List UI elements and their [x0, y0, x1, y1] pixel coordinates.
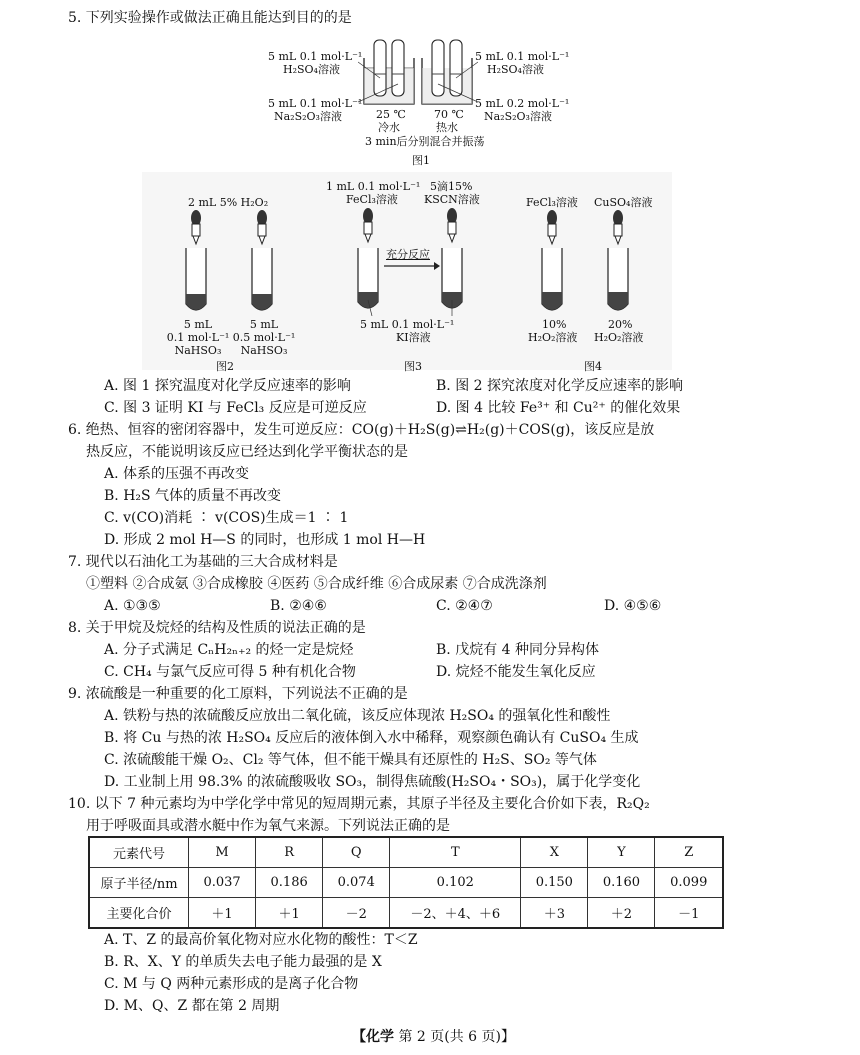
q8-option-d: D. 烷烃不能发生氧化反应: [436, 664, 596, 680]
table-header-cell: 元素代号: [89, 837, 189, 868]
q7-stem: 7. 现代以石油化工为基础的三大合成材料是: [68, 554, 338, 570]
q5-option-c: C. 图 3 证明 KI 与 FeCl₃ 反应是可逆反应: [104, 400, 367, 416]
page-footer: [352, 1026, 515, 1046]
fig2-tubes-drawing: [174, 208, 284, 318]
q6-stem-line2: 热反应，不能说明该反应已经达到化学平衡状态的是: [86, 444, 408, 460]
q10-option-d: D. M、Q、Z 都在第 2 周期: [104, 998, 280, 1014]
element-table: [88, 836, 724, 929]
fig1-water-left: 冷水: [378, 121, 400, 134]
table-header-cell: Z: [655, 837, 723, 868]
table-header-cell: M: [189, 837, 256, 868]
table-row: [89, 898, 723, 929]
fig4-right-label: CuSO₄溶液: [594, 196, 653, 209]
fig2-b-volume: 5 mL: [249, 318, 279, 331]
table-header-cell: R: [256, 837, 323, 868]
fig2-caption: 图2: [216, 360, 234, 373]
q6-option-d: D. 形成 2 mol H—S 的同时，也形成 1 mol H—H: [104, 532, 426, 548]
fig1-label-tl2: H₂SO₄溶液: [283, 63, 340, 76]
q8-option-a: A. 分子式满足 CₙH₂ₙ₊₂ 的烃一定是烷烃: [104, 642, 354, 658]
fig3-left-label-2: FeCl₃溶液: [346, 193, 398, 206]
fig2-b-conc: 0.5 mol·L⁻¹: [232, 331, 296, 344]
fig1-label-bl2: Na₂S₂O₃溶液: [274, 110, 342, 123]
q9-stem: 9. 浓硫酸是一种重要的化工原料，下列说法不正确的是: [68, 686, 408, 702]
fig1-label-tl1: 5 mL 0.1 mol·L⁻¹: [268, 50, 363, 63]
table-header-cell: Y: [588, 837, 655, 868]
q9-option-c: C. 浓硫酸能干燥 O₂、Cl₂ 等气体，但不能干燥具有还原性的 H₂S、SO₂ 等气体: [104, 752, 597, 768]
fig3-right-label-2: KSCN溶液: [424, 193, 480, 206]
fig2-b-reagent: NaHSO₃: [240, 344, 288, 357]
fig1-label-tr1: 5 mL 0.1 mol·L⁻¹: [475, 50, 570, 63]
q10-option-b: B. R、X、Y 的单质失去电子能力最强的是 X: [104, 954, 382, 970]
fig1-beakers-drawing: [358, 36, 478, 108]
fig4-caption: 图4: [584, 360, 602, 373]
fig1-temp-right: 70 ℃: [434, 108, 464, 121]
fig2-top-label: 2 mL 5% H₂O₂: [188, 196, 269, 209]
fig1-caption: 图1: [412, 154, 430, 167]
q8-option-c: C. CH₄ 与氯气反应可得 5 种有机化合物: [104, 664, 356, 680]
fig1-label-br1: 5 mL 0.2 mol·L⁻¹: [475, 97, 570, 110]
q5-stem: 5. 下列实验操作或做法正确且能达到目的的是: [68, 10, 352, 26]
table-cell: 主要化合价: [89, 898, 189, 929]
fig4-left-label: FeCl₃溶液: [526, 196, 578, 209]
q8-stem: 8. 关于甲烷及烷烃的结构及性质的说法正确的是: [68, 620, 366, 636]
table-cell: －1: [655, 898, 723, 929]
q6-stem-line1: 6. 绝热、恒容的密闭容器中，发生可逆反应：CO(g)＋H₂S(g)⇌H₂(g)＋COS(g)，该反应是放: [68, 422, 655, 438]
table-cell: 原子半径/nm: [89, 868, 189, 898]
q6-option-a: A. 体系的压强不再改变: [104, 466, 250, 482]
table-cell: 0.037: [189, 868, 256, 898]
q9-option-a: A. 铁粉与热的浓硫酸反应放出二氧化硫，该反应体现浓 H₂SO₄ 的强氧化性和酸性: [104, 708, 611, 724]
fig4-b-percent: 20%: [608, 318, 633, 331]
fig4-tubes-drawing: [530, 208, 640, 318]
table-cell: ＋1: [189, 898, 256, 929]
table-header-row: [89, 837, 723, 868]
q7-items: ①塑料 ②合成氨 ③合成橡胶 ④医药 ⑤合成纤维 ⑥合成尿素 ⑦合成洗涤剂: [86, 576, 547, 592]
table-row: [89, 868, 723, 898]
fig1-label-tr2: H₂SO₄溶液: [487, 63, 544, 76]
table-header-cell: X: [521, 837, 588, 868]
q5-option-b: B. 图 2 探究浓度对化学反应速率的影响: [436, 378, 683, 394]
q10-option-c: C. M 与 Q 两种元素形成的是离子化合物: [104, 976, 359, 992]
q9-option-d: D. 工业制上用 98.3% 的浓硫酸吸收 SO₃，制得焦硫酸(H₂SO₄・SO₃)，属于化学变化: [104, 774, 641, 790]
fig3-right-label-1: 5滴15%: [430, 180, 473, 193]
fig1-label-br2: Na₂S₂O₃溶液: [484, 110, 552, 123]
q6-option-b: B. H₂S 气体的质量不再改变: [104, 488, 282, 504]
fig3-arrow-label: 充分反应: [386, 248, 430, 261]
table-cell: ＋1: [256, 898, 323, 929]
table-cell: ＋3: [521, 898, 588, 929]
table-cell: 0.099: [655, 868, 723, 898]
fig1-temp-left: 25 ℃: [376, 108, 406, 121]
q10-option-a: A. T、Z 的最高价氧化物对应水化物的酸性：T＜Z: [104, 932, 418, 948]
q7-option-d: D. ④⑤⑥: [604, 598, 662, 614]
fig4-b-reagent: H₂O₂溶液: [594, 331, 644, 344]
table-header-cell: T: [390, 837, 521, 868]
q9-option-b: B. 将 Cu 与热的浓 H₂SO₄ 反应后的液体倒入水中稀释，观察颜色确认有 CuSO₄ 生成: [104, 730, 639, 746]
q10-stem-line2: 用于呼吸面具或潜水艇中作为氧气来源。下列说法正确的是: [86, 818, 450, 834]
q5-option-a: A. 图 1 探究温度对化学反应速率的影响: [104, 378, 351, 394]
footer-subject: 【化学: [352, 1029, 394, 1045]
footer-page-number: 第 2 页(共 6 页)】: [394, 1029, 515, 1045]
table-cell: 0.186: [256, 868, 323, 898]
table-cell: 0.102: [390, 868, 521, 898]
q5-option-d: D. 图 4 比较 Fe³⁺ 和 Cu²⁺ 的催化效果: [436, 400, 681, 416]
fig3-tubes-drawing: [346, 206, 476, 316]
fig3-bottom-label-1: 5 mL 0.1 mol·L⁻¹: [360, 318, 455, 331]
fig4-a-percent: 10%: [542, 318, 567, 331]
table-header-cell: Q: [323, 837, 390, 868]
fig1-water-right: 热水: [436, 121, 458, 134]
table-cell: 0.160: [588, 868, 655, 898]
fig3-left-label-1: 1 mL 0.1 mol·L⁻¹: [326, 180, 421, 193]
q7-option-c: C. ②④⑦: [436, 598, 493, 614]
q7-option-a: A. ①③⑤: [104, 598, 161, 614]
table-cell: 0.074: [323, 868, 390, 898]
fig2-a-conc: 0.1 mol·L⁻¹: [166, 331, 230, 344]
fig3-caption: 图3: [404, 360, 422, 373]
table-cell: 0.150: [521, 868, 588, 898]
table-cell: －2: [323, 898, 390, 929]
q6-option-c: C. v(CO)消耗 ∶ v(COS)生成＝1 ∶ 1: [104, 510, 349, 526]
table-cell: ＋2: [588, 898, 655, 929]
q7-option-b: B. ②④⑥: [270, 598, 327, 614]
q10-stem-line1: 10. 以下 7 种元素均为中学化学中常见的短周期元素，其原子半径及主要化合价如下表，R₂Q₂: [68, 796, 650, 812]
fig1-label-bl1: 5 mL 0.1 mol·L⁻¹: [268, 97, 363, 110]
fig3-bottom-label-2: KI溶液: [396, 331, 431, 344]
table-cell: －2、＋4、＋6: [390, 898, 521, 929]
fig2-a-reagent: NaHSO₃: [174, 344, 222, 357]
fig1-note: 3 min后分别混合并振荡: [365, 135, 485, 148]
q8-option-b: B. 戊烷有 4 种同分异构体: [436, 642, 599, 658]
fig4-a-reagent: H₂O₂溶液: [528, 331, 578, 344]
fig2-a-volume: 5 mL: [183, 318, 213, 331]
